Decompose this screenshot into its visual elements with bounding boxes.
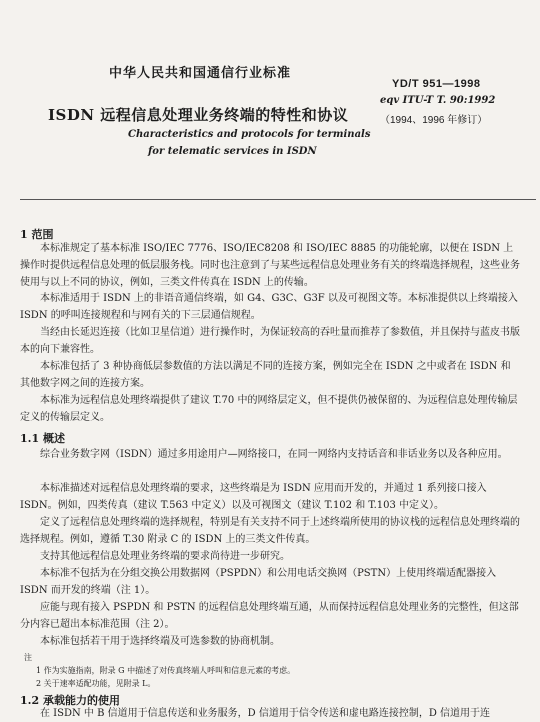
note-2: 2 关于速率适配功能，见附录 L。	[36, 679, 156, 688]
revision-note: （1994、1996 年修订）	[380, 115, 488, 126]
english-title-line-1: Characteristics and protocols for terminals	[128, 129, 371, 140]
standard-number: YD/T 951—1998	[392, 78, 481, 90]
section-1-1-paragraph-4: 支持其他远程信息处理业务终端的要求尚待进一步研究。	[40, 551, 290, 562]
section-1-paragraph-5: 本标准为远程信息处理终端提供了建议 T.70 中的网络层定义，但不提供仍被保留的、为远程信息处理传输层定义的传输层定义。	[20, 395, 518, 423]
document-title: ISDN 远程信息处理业务终端的特性和协议	[48, 106, 349, 124]
section-1-1-paragraph-2: 本标准描述对远程信息处理终端的要求，这些终端是为 ISDN 应用而开发的，并通过 1 系列接口接入 ISDN。例如，四类传真（建议 T.563 中定义）以及可视图文（建议 T.102 和 T.103 中定义）。	[20, 483, 487, 511]
section-1-1-paragraph-5: 本标准不包括为在分组交换公用数据网（PSPDN）和公用电话交换网（PSTN）上使用终端适配器接入 ISDN 而开发的终端（注 1）。	[20, 568, 497, 596]
notes-label: 注	[24, 653, 32, 662]
section-1-1-paragraph-6: 应能与现有接入 PSPDN 和 PSTN 的远程信息处理终端互通，从而保持远程信息处理业务的完整性，但这部分内容已超出本标准范围（注 2）。	[20, 602, 519, 630]
section-1-paragraph-2: 本标准适用于 ISDN 上的非语音通信终端，如 G4、G3C、G3F 以及可视图文等。本标准提供以上终端接入 ISDN 的呼叫连接规程和与网有关的下三层通信规程。	[20, 293, 518, 321]
note-1: 1 作为实施指南，附录 G 中描述了对传真终端人呼叫和信息元素的考虑。	[36, 666, 296, 675]
section-1-2-heading: 1.2 承载能力的使用	[20, 694, 120, 707]
section-1-heading: 1 范围	[20, 228, 54, 241]
section-1-1-paragraph-7: 本标准包括若干用于选择终端及可选参数的协商机制。	[40, 636, 280, 647]
section-1-paragraph-3: 当经由长延迟连接（比如卫星信道）进行操作时，为保证较高的吞吐量而推荐了参数值，并且保持与蓝皮书版本的向下兼容性。	[20, 327, 520, 355]
section-1-1-paragraph-1: 综合业务数字网（ISDN）通过多用途用户—网络接口，在同一网络内支持话音和非话业务以及各种应用。	[40, 449, 508, 460]
section-1-paragraph-4: 本标准包括了 3 种协商低层参数值的方法以满足不同的连接方案，例如完全在 ISDN 之中或者在 ISDN 和其他数字网之间的连接方案。	[20, 361, 511, 389]
section-1-paragraph-1: 本标准规定了基本标准 ISO/IEC 7776、ISO/IEC8208 和 ISO/IEC 8885 的功能轮廓，以便在 ISDN 上操作时提供远程信息处理的低层服务栈。同时也注意到了与某些远程信息处理业务有关的终端选择规程，这些业务使用与以上不同的协议，例如，三类文件传真在 ISDN 上的传输。	[20, 243, 520, 288]
english-title-line-2: for telematic services in ISDN	[148, 146, 317, 157]
section-1-1-paragraph-3: 定义了远程信息处理终端的选择规程，特别是有关支持不同于上述终端所使用的协议栈的远程信息处理终端的选择规程。例如，遵循 T.30 附录 C 的 ISDN 上的三类文件传真。	[20, 517, 520, 545]
header-divider	[20, 199, 536, 200]
standard-organization: 中华人民共和国通信行业标准	[108, 66, 291, 81]
section-1-2-paragraph-1: 在 ISDN 中 B 信道用于信息传送和业务服务，D 信道用于信令传送和虚电路连接控制，D 信道用于连	[40, 708, 491, 719]
section-1-1-heading: 1.1 概述	[20, 432, 65, 445]
equivalent-standard: eqv ITU-T T. 90:1992	[380, 95, 496, 106]
